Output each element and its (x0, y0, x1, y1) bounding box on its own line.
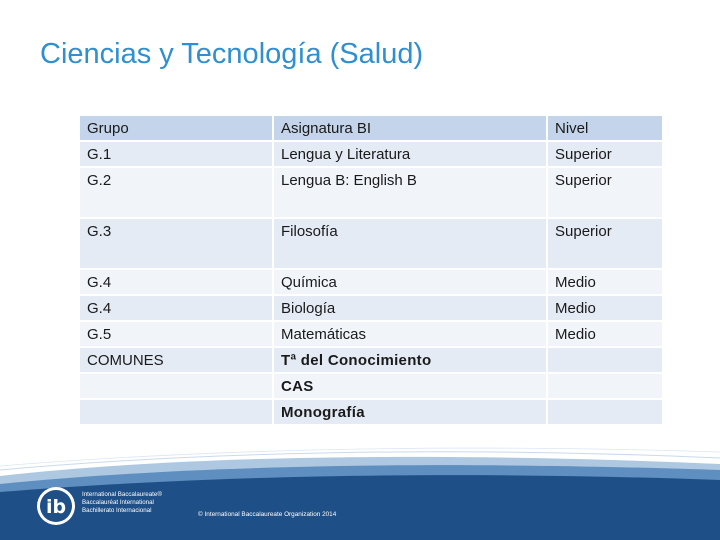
cell-grupo: G.1 (79, 141, 273, 167)
cell-asignatura: Monografía (273, 399, 547, 425)
org-name-english: International Baccalaureate® (82, 491, 162, 498)
ib-logo-icon (36, 486, 76, 526)
cell-grupo: G.4 (79, 269, 273, 295)
cell-nivel (547, 399, 663, 425)
cell-asignatura: Lengua y Literatura (273, 141, 547, 167)
table-row (79, 269, 663, 295)
organization-names (82, 491, 162, 515)
cell-nivel: Superior (547, 218, 663, 269)
table-row (79, 295, 663, 321)
cell-nivel: Medio (547, 295, 663, 321)
footer-swoosh-graphic (0, 440, 720, 540)
header-asignatura: Asignatura BI (273, 115, 547, 141)
table-row (79, 167, 663, 218)
cell-grupo: G.5 (79, 321, 273, 347)
table-row (79, 321, 663, 347)
header-grupo: Grupo (79, 115, 273, 141)
table-row (79, 141, 663, 167)
slide-title: Ciencias y Tecnología (Salud) (40, 38, 424, 70)
header-nivel: Nivel (547, 115, 663, 141)
copyright-notice: © International Baccalaureate Organization 2014 (198, 511, 337, 518)
cell-nivel: Superior (547, 141, 663, 167)
cell-asignatura: Tª del Conocimiento (273, 347, 547, 373)
cell-asignatura: Filosofía (273, 218, 547, 269)
org-name-spanish: Bachillerato Internacional (82, 507, 152, 514)
ib-logo-text: ib (45, 496, 67, 518)
cell-grupo (79, 373, 273, 399)
table-row (79, 218, 663, 269)
cell-nivel (547, 373, 663, 399)
subjects-table (78, 114, 664, 426)
cell-asignatura: Biología (273, 295, 547, 321)
cell-nivel: Superior (547, 167, 663, 218)
table-row (79, 373, 663, 399)
cell-grupo (79, 399, 273, 425)
cell-grupo: G.4 (79, 295, 273, 321)
cell-asignatura: Lengua B: English B (273, 167, 547, 218)
cell-grupo: G.3 (79, 218, 273, 269)
cell-nivel (547, 347, 663, 373)
cell-asignatura: CAS (273, 373, 547, 399)
cell-asignatura: Química (273, 269, 547, 295)
table-header-row (79, 115, 663, 141)
table-row (79, 399, 663, 425)
cell-nivel: Medio (547, 321, 663, 347)
org-name-french: Baccalauréat International (82, 499, 154, 506)
cell-asignatura: Matemáticas (273, 321, 547, 347)
cell-grupo: COMUNES (79, 347, 273, 373)
table-row (79, 347, 663, 373)
cell-grupo: G.2 (79, 167, 273, 218)
cell-nivel: Medio (547, 269, 663, 295)
